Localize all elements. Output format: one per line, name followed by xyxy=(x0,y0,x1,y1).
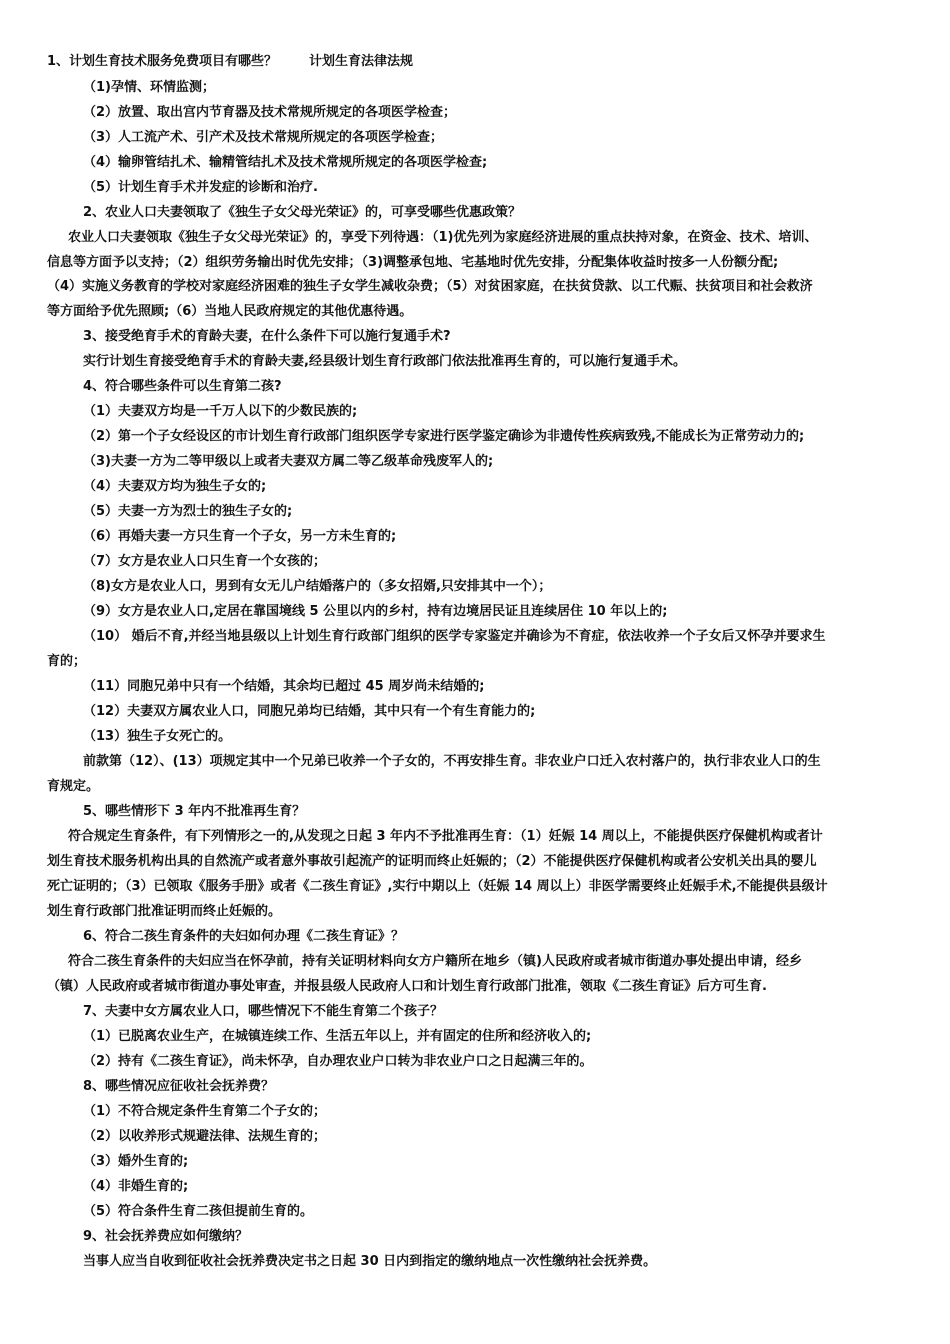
list-item: （2）第一个子女经设区的市计划生育行政部门组织医学专家进行医学鉴定确诊为非遗传性疾病致残,不能成长为正常劳动力的; xyxy=(83,429,805,444)
list-item: （3）人工流产术、引产术及技术常规所规定的各项医学检查； xyxy=(83,130,444,145)
list-item: （2）放置、取出宫内节育器及技术常规所规定的各项医学检查； xyxy=(83,105,457,120)
paragraph-line: 符合二孩生育条件的夫妇应当在怀孕前，持有关证明材料向女方户籍所在地乡（镇)人民政府或者城市街道办事处提出申请，经乡 xyxy=(68,954,802,969)
question-heading: 2、农业人口夫妻领取了《独生子女父母光荣证》的，可享受哪些优惠政策？ xyxy=(83,205,522,220)
list-item: （1）已脱离农业生产，在城镇连续工作、生活五年以上，并有固定的住所和经济收入的; xyxy=(83,1029,592,1044)
paragraph-line: 前款第（12）、(13）项规定其中一个兄弟已收养一个子女的，不再安排生育。非农业户口迁入农村落户的，执行非农业人口的生 xyxy=(83,754,821,769)
list-item: （2）以收养形式规避法律、法规生育的； xyxy=(83,1129,327,1144)
paragraph-line: 育规定。 xyxy=(47,779,100,794)
list-item: （13）独生子女死亡的。 xyxy=(83,729,232,744)
question-heading: 6、符合二孩生育条件的夫妇如何办理《二孩生育证》？ xyxy=(83,929,405,944)
topic-title: 计划生育法律法规 xyxy=(309,54,414,69)
list-item: （1)孕情、环情监测； xyxy=(83,80,215,95)
list-item: （10） 婚后不育,并经当地县级以上计划生育行政部门组织的医学专家鉴定并确诊为不育症，依法收养一个子女后又怀孕并要求生 xyxy=(83,629,826,644)
paragraph-line: 等方面给予优先照顾;（6）当地人民政府规定的其他优惠待遇。 xyxy=(47,304,413,319)
paragraph-line: 符合规定生育条件，有下列情形之一的,从发现之日起 3 年内不予批准再生育：（1）妊娠 14 周以上，不能提供医疗保健机构或者计 xyxy=(68,829,823,844)
question-heading: 8、哪些情况应征收社会抚养费？ xyxy=(83,1079,275,1094)
list-item: （4）非婚生育的; xyxy=(83,1179,189,1194)
question-heading: 3、接受绝育手术的育龄夫妻，在什么条件下可以施行复通手术? xyxy=(83,329,451,344)
list-item: （4）夫妻双方均为独生子女的; xyxy=(83,479,267,494)
question-heading: 5、哪些情形下 3 年内不批准再生育？ xyxy=(83,804,306,819)
paragraph-line: 实行计划生育接受绝育手术的育龄夫妻,经县级计划生育行政部门依法批准再生育的，可以施行复通手术。 xyxy=(83,354,686,369)
question-heading: 4、符合哪些条件可以生育第二孩? xyxy=(83,379,282,394)
list-item: 育的； xyxy=(47,654,87,669)
paragraph-line: （镇）人民政府或者城市街道办事处审查，并报县级人民政府人口和计划生育行政部门批准，领取《二孩生育证》后方可生育. xyxy=(47,979,767,994)
paragraph-line: 农业人口夫妻领取《独生子女父母光荣证》的，享受下列待遇：（1)优先列为家庭经济进展的重点扶持对象，在资金、技术、培训、 xyxy=(68,230,818,245)
list-item: （1）不符合规定条件生育第二个子女的； xyxy=(83,1104,327,1119)
list-item: （3）婚外生育的; xyxy=(83,1154,189,1169)
heading-question-1 xyxy=(47,52,413,72)
paragraph-line: 信息等方面予以支持；（2）组织劳务输出时优先安排；（3)调整承包地、宅基地时优先安排，分配集体收益时按多一人份额分配; xyxy=(47,255,779,270)
list-item: （9）女方是农业人口,定居在靠国境线 5 公里以内的乡村，持有边境居民证且连续居住 10 年以上的; xyxy=(83,604,668,619)
list-item: （3)夫妻一方为二等甲级以上或者夫妻双方属二等乙级革命残废军人的; xyxy=(83,454,494,469)
paragraph-line: 划生育行政部门批准证明而终止妊娠的。 xyxy=(47,904,282,919)
list-item: （4）输卵管结扎术、输精管结扎术及技术常规所规定的各项医学检查; xyxy=(83,155,488,170)
list-item: （5）夫妻一方为烈士的独生子女的; xyxy=(83,504,293,519)
list-item: （1）夫妻双方均是一千万人以下的少数民族的; xyxy=(83,404,358,419)
paragraph-line: 划生育技术服务机构出具的自然流产或者意外事故引起流产的证明而终止妊娠的；（2）不能提供医疗保健机构或者公安机关出具的婴儿 xyxy=(47,854,817,869)
question-1-text: 1、计划生育技术服务免费项目有哪些？ xyxy=(47,54,278,69)
list-item: （6）再婚夫妻一方只生育一个子女，另一方未生育的; xyxy=(83,529,397,544)
list-item: （12）夫妻双方属农业人口，同胞兄弟均已结婚，其中只有一个有生育能力的; xyxy=(83,704,536,719)
question-heading: 9、社会抚养费应如何缴纳？ xyxy=(83,1229,249,1244)
paragraph-line: （4）实施义务教育的学校对家庭经济困难的独生子女学生减收杂费；（5）对贫困家庭，在扶贫贷款、以工代赈、扶贫项目和社会救济 xyxy=(47,279,813,294)
list-item: （5）计划生育手术并发症的诊断和治疗. xyxy=(83,180,318,195)
list-item: （8)女方是农业人口，男到有女无儿户结婚落户的（多女招婿,只安排其中一个）； xyxy=(83,579,552,594)
paragraph-line: 当事人应当自收到征收社会抚养费决定书之日起 30 日内到指定的缴纳地点一次性缴纳社会抚养费。 xyxy=(83,1254,657,1269)
question-heading: 7、夫妻中女方属农业人口，哪些情况下不能生育第二个孩子？ xyxy=(83,1004,444,1019)
list-item: （5）符合条件生育二孩但提前生育的。 xyxy=(83,1204,314,1219)
paragraph-line: 死亡证明的；（3）已领取《服务手册》或者《二孩生育证》,实行中期以上（妊娠 14 周以上）非医学需要终止妊娠手术,不能提供县级计 xyxy=(47,879,828,894)
list-item: （2）持有《二孩生育证》，尚未怀孕，自办理农业户口转为非农业户口之日起满三年的。 xyxy=(83,1054,593,1069)
list-item: （7）女方是农业人口只生育一个女孩的； xyxy=(83,554,327,569)
list-item: （11）同胞兄弟中只有一个结婚，其余均已超过 45 周岁尚未结婚的; xyxy=(83,679,485,694)
